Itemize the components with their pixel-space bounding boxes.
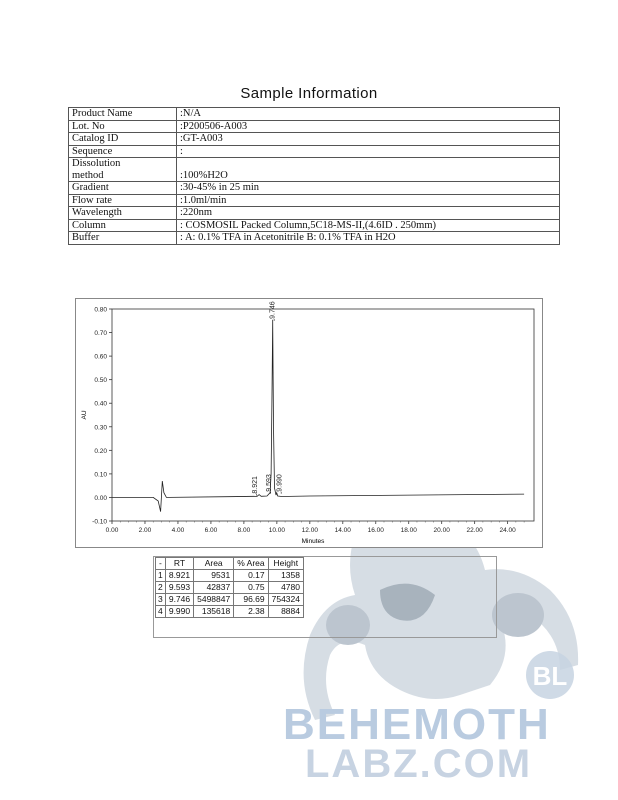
chromatogram-svg xyxy=(76,299,544,549)
info-value: :P200506-A003 xyxy=(177,120,560,133)
peak-table-header: % Area xyxy=(234,558,268,570)
x-tick-label: 24.00 xyxy=(499,527,516,534)
y-tick-label: 0.60 xyxy=(94,353,107,361)
x-tick-label: 8.00 xyxy=(237,527,251,534)
peak-table-cell: 9.990 xyxy=(165,606,193,618)
peak-table xyxy=(155,557,304,618)
info-row xyxy=(69,120,560,133)
y-tick-label: 0.70 xyxy=(94,330,107,338)
peak-table-header: - xyxy=(156,558,166,570)
x-tick-label: 14.00 xyxy=(334,527,351,534)
info-value: :GT-A003 xyxy=(177,133,560,146)
plot-area-frame xyxy=(112,309,534,521)
info-row xyxy=(69,182,560,195)
info-key: Wavelength xyxy=(69,207,177,220)
watermark-text-line1: BEHEMOTH xyxy=(283,700,551,749)
peak-table-cell: 754324 xyxy=(268,594,303,606)
peak-table-cell: 9.593 xyxy=(165,582,193,594)
info-key: Buffer xyxy=(69,232,177,245)
peak-table-cell: 96.69 xyxy=(234,594,268,606)
info-row xyxy=(69,145,560,158)
sample-info-table xyxy=(68,107,560,245)
peak-table-cell: 42837 xyxy=(194,582,234,594)
info-value: : COSMOSIL Packed Column,5C18-MS-II,(4.6ID . 250mm) xyxy=(177,219,560,232)
peak-table-cell: 4780 xyxy=(268,582,303,594)
x-axis-label: Minutes xyxy=(301,538,325,545)
x-tick-label: 10.00 xyxy=(268,527,285,534)
info-key: Dissolution method xyxy=(69,158,177,182)
page-title: Sample Information xyxy=(240,85,378,102)
info-value: : A: 0.1% TFA in Acetonitrile B: 0.1% TFA in H2O xyxy=(177,232,560,245)
x-tick-label: 22.00 xyxy=(466,527,483,534)
x-tick-label: 12.00 xyxy=(301,527,318,534)
info-row xyxy=(69,207,560,220)
peak-table-cell: 9531 xyxy=(194,570,234,582)
info-value: :220nm xyxy=(177,207,560,220)
chromatogram-trace xyxy=(112,320,524,512)
watermark-badge: BL xyxy=(532,661,568,691)
x-tick-label: 6.00 xyxy=(204,527,218,534)
peak-table-cell: 1 xyxy=(156,570,166,582)
peak-table-cell: 3 xyxy=(156,594,166,606)
peak-table-cell: 0.17 xyxy=(234,570,268,582)
y-tick-label: 0.30 xyxy=(94,424,107,432)
peak-table-row xyxy=(156,570,304,582)
y-axis-label: AU xyxy=(81,410,88,420)
info-key: Column xyxy=(69,219,177,232)
peak-table-cell: 2 xyxy=(156,582,166,594)
y-tick-label: 0.40 xyxy=(94,400,107,408)
info-key: Product Name xyxy=(69,108,177,121)
info-value: :N/A xyxy=(177,108,560,121)
peak-table-cell: 2.38 xyxy=(234,606,268,618)
info-row xyxy=(69,232,560,245)
peak-table-cell: 9.746 xyxy=(165,594,193,606)
info-key: Catalog ID xyxy=(69,133,177,146)
peak-table-row xyxy=(156,606,304,618)
info-row xyxy=(69,158,560,182)
x-tick-label: 0.00 xyxy=(105,527,119,534)
info-row xyxy=(69,194,560,207)
info-key: Gradient xyxy=(69,182,177,195)
y-tick-label: 0.00 xyxy=(94,494,107,502)
x-tick-label: 4.00 xyxy=(171,527,185,534)
x-tick-label: 20.00 xyxy=(433,527,450,534)
peak-table-row xyxy=(156,582,304,594)
peak-label: 9.990 xyxy=(276,474,284,492)
y-tick-label: 0.20 xyxy=(94,447,107,455)
peak-label: 9.746 xyxy=(269,301,277,319)
peak-table-cell: 0.75 xyxy=(234,582,268,594)
info-key: Sequence xyxy=(69,145,177,158)
peak-table-cell: 4 xyxy=(156,606,166,618)
peak-table-cell: 8.921 xyxy=(165,570,193,582)
peak-table-header: Area xyxy=(194,558,234,570)
info-value: :100%H2O xyxy=(177,158,560,182)
peak-table-cell: 135618 xyxy=(194,606,234,618)
info-row xyxy=(69,219,560,232)
peak-label: 8.921 xyxy=(252,476,260,494)
peak-table-cell: 8884 xyxy=(268,606,303,618)
peak-table-row xyxy=(156,594,304,606)
info-value: :30-45% in 25 min xyxy=(177,182,560,195)
watermark-text-line2: LABZ.COM xyxy=(305,742,533,786)
chromatogram-chart xyxy=(75,298,543,548)
x-tick-label: 18.00 xyxy=(400,527,417,534)
y-tick-label: 0.80 xyxy=(94,306,107,314)
info-value: :1.0ml/min xyxy=(177,194,560,207)
info-value: : xyxy=(177,145,560,158)
info-row xyxy=(69,133,560,146)
x-tick-label: 16.00 xyxy=(367,527,384,534)
peak-table-cell: 1358 xyxy=(268,570,303,582)
peak-table-cell: 5498847 xyxy=(194,594,234,606)
peak-table-header: Height xyxy=(268,558,303,570)
peak-label: 9.593 xyxy=(266,474,274,492)
info-key: Lot. No xyxy=(69,120,177,133)
info-key: Flow rate xyxy=(69,194,177,207)
info-row xyxy=(69,108,560,121)
x-tick-label: 2.00 xyxy=(138,527,152,534)
y-tick-label: -0.10 xyxy=(92,518,107,526)
peak-table-header: RT xyxy=(165,558,193,570)
y-tick-label: 0.50 xyxy=(94,377,107,385)
y-tick-label: 0.10 xyxy=(94,471,107,479)
